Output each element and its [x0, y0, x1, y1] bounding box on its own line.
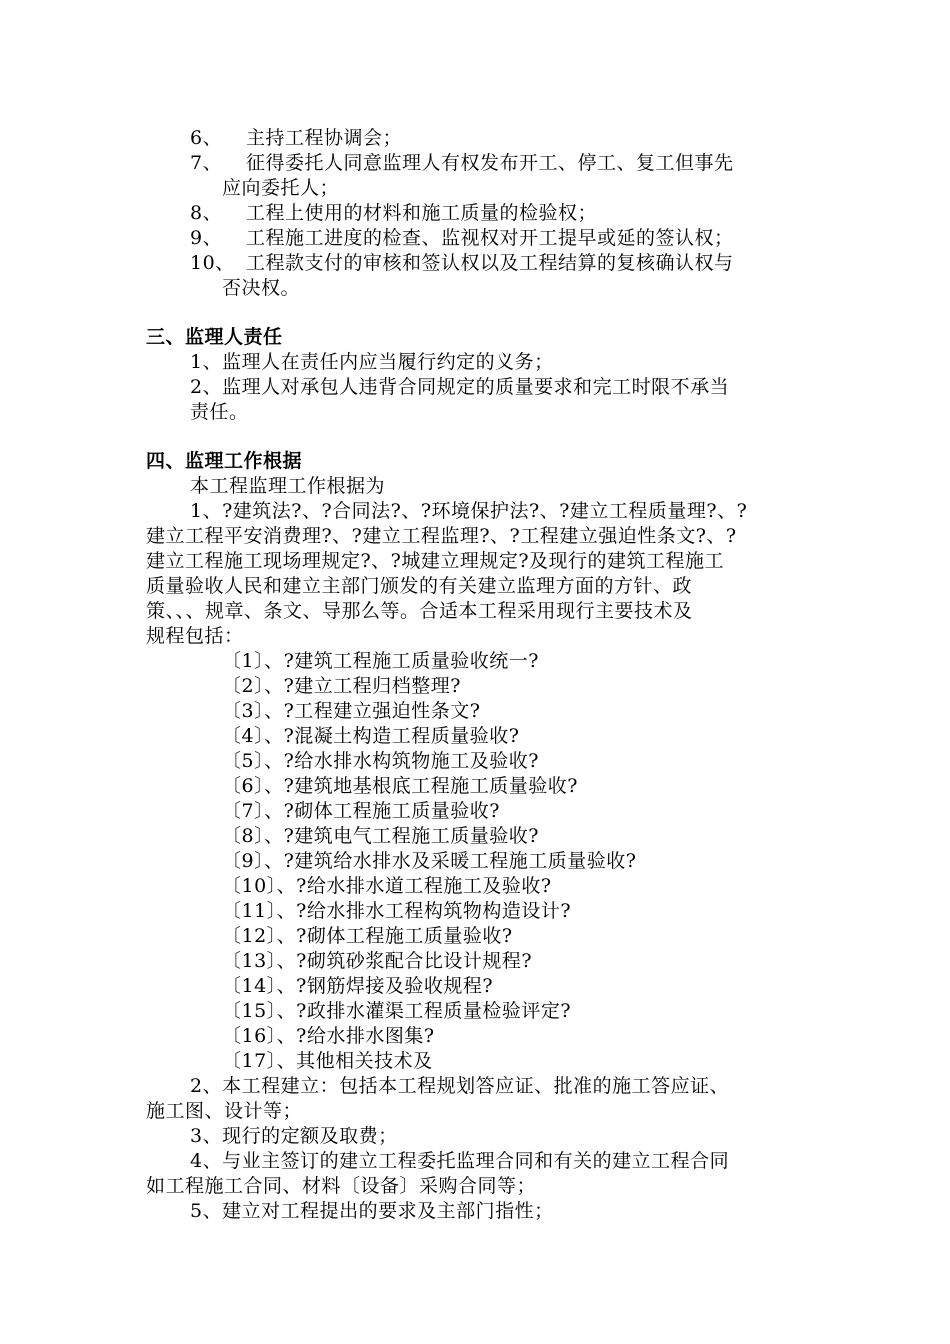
duty-item-9 — [190, 226, 734, 250]
duty-item-8 — [190, 201, 597, 225]
standard-item-15: 〔15〕、?政排水灌渠工程质量检验评定? — [222, 1000, 572, 1022]
section-3-item-1: 1、监理人在责任内应当履行约定的义务； — [190, 351, 554, 373]
duty-text: 征得委托人同意监理人有权发布开工、停工、复工但事先 — [246, 152, 734, 174]
duty-item-10-continuation: 否决权。 — [222, 277, 301, 299]
standard-item-1: 〔1〕、?建筑工程施工质量验收统一? — [222, 650, 539, 672]
section-4-para1-line: 策、、、规章、条文、导那么等。合适本工程采用现行主要技术及 — [146, 600, 693, 622]
basis-item-4-continuation: 如工程施工合同、材料〔设备〕采购合同等； — [146, 1175, 537, 1197]
standard-item-9: 〔9〕、?建筑给水排水及采暖工程施工质量验收? — [222, 850, 637, 872]
standard-item-17: 〔17〕、其他相关技术及 — [222, 1050, 433, 1072]
section-3-item-2-continuation: 责任。 — [190, 401, 249, 423]
duty-text: 主持工程协调会； — [246, 127, 403, 149]
standard-item-11: 〔11〕、?给水排水工程构筑物构造设计? — [222, 900, 572, 922]
standard-item-4: 〔4〕、?混凝土构造工程质量验收? — [222, 725, 520, 747]
duty-item-10 — [190, 251, 734, 275]
duty-number: 8、 — [190, 202, 223, 224]
standard-item-5: 〔5〕、?给水排水构筑物施工及验收? — [222, 750, 539, 772]
duty-text: 工程施工进度的检查、监视权对开工提早或延的签认权； — [246, 227, 734, 249]
section-4-para1-line: 1、?建筑法?、?合同法?、?环境保护法?、?建立工程质量理?、? — [190, 500, 748, 522]
standard-item-14: 〔14〕、?钢筋焊接及验收规程? — [222, 975, 494, 997]
basis-item-2: 2、本工程建立：包括本工程规划答应证、批准的施工答应证、 — [190, 1075, 730, 1097]
duty-number: 7、 — [190, 152, 223, 174]
standard-item-7: 〔7〕、?砌体工程施工质量验收? — [222, 800, 500, 822]
standard-item-3: 〔3〕、?工程建立强迫性条文? — [222, 700, 481, 722]
duty-number: 10、 — [190, 252, 235, 274]
standard-item-13: 〔13〕、?砌筑砂浆配合比设计规程? — [222, 950, 533, 972]
duty-item-6 — [190, 126, 402, 150]
basis-item-4: 4、与业主签订的建立工程委托监理合同和有关的建立工程合同 — [190, 1150, 730, 1172]
section-4-para1-line: 规程包括： — [146, 625, 244, 647]
section-3-heading: 三、监理人责任 — [146, 326, 283, 348]
duty-number: 9、 — [190, 227, 223, 249]
section-3-item-2: 2、监理人对承包人违背合同规定的质量要求和完工时限不承当 — [190, 376, 730, 398]
duty-item-7 — [190, 151, 734, 175]
standard-item-8: 〔8〕、?建筑电气工程施工质量验收? — [222, 825, 539, 847]
duty-text: 工程款支付的审核和签认权以及工程结算的复核确认权与 — [246, 252, 734, 274]
basis-item-5: 5、建立对工程提出的要求及主部门指性； — [190, 1200, 554, 1222]
basis-item-2-continuation: 施工图、设计等； — [146, 1100, 303, 1122]
section-4-para1-line: 建立工程平安消费理?、?建立工程监理?、?工程建立强迫性条文?、? — [146, 525, 737, 547]
basis-item-3: 3、现行的定额及取费； — [190, 1125, 398, 1147]
duty-item-7-continuation: 应向委托人； — [222, 177, 340, 199]
standard-item-10: 〔10〕、?给水排水道工程施工及验收? — [222, 875, 552, 897]
section-4-heading: 四、监理工作根据 — [146, 450, 303, 472]
standard-item-6: 〔6〕、?建筑地基根底工程施工质量验收? — [222, 775, 578, 797]
standard-item-16: 〔16〕、?给水排水图集? — [222, 1025, 435, 1047]
section-4-para1-line: 建立工程施工现场理规定?、?城建立理规定?及现行的建筑工程施工 — [146, 550, 725, 572]
section-4-intro: 本工程监理工作根据为 — [190, 475, 386, 497]
standard-item-12: 〔12〕、?砌体工程施工质量验收? — [222, 925, 513, 947]
section-4-para1-line: 质量验收人民和建立主部门颁发的有关建立监理方面的方针、政 — [146, 575, 693, 597]
duty-number: 6、 — [190, 127, 223, 149]
duty-text: 工程上使用的材料和施工质量的检验权； — [246, 202, 598, 224]
standard-item-2: 〔2〕、?建立工程归档整理? — [222, 675, 461, 697]
